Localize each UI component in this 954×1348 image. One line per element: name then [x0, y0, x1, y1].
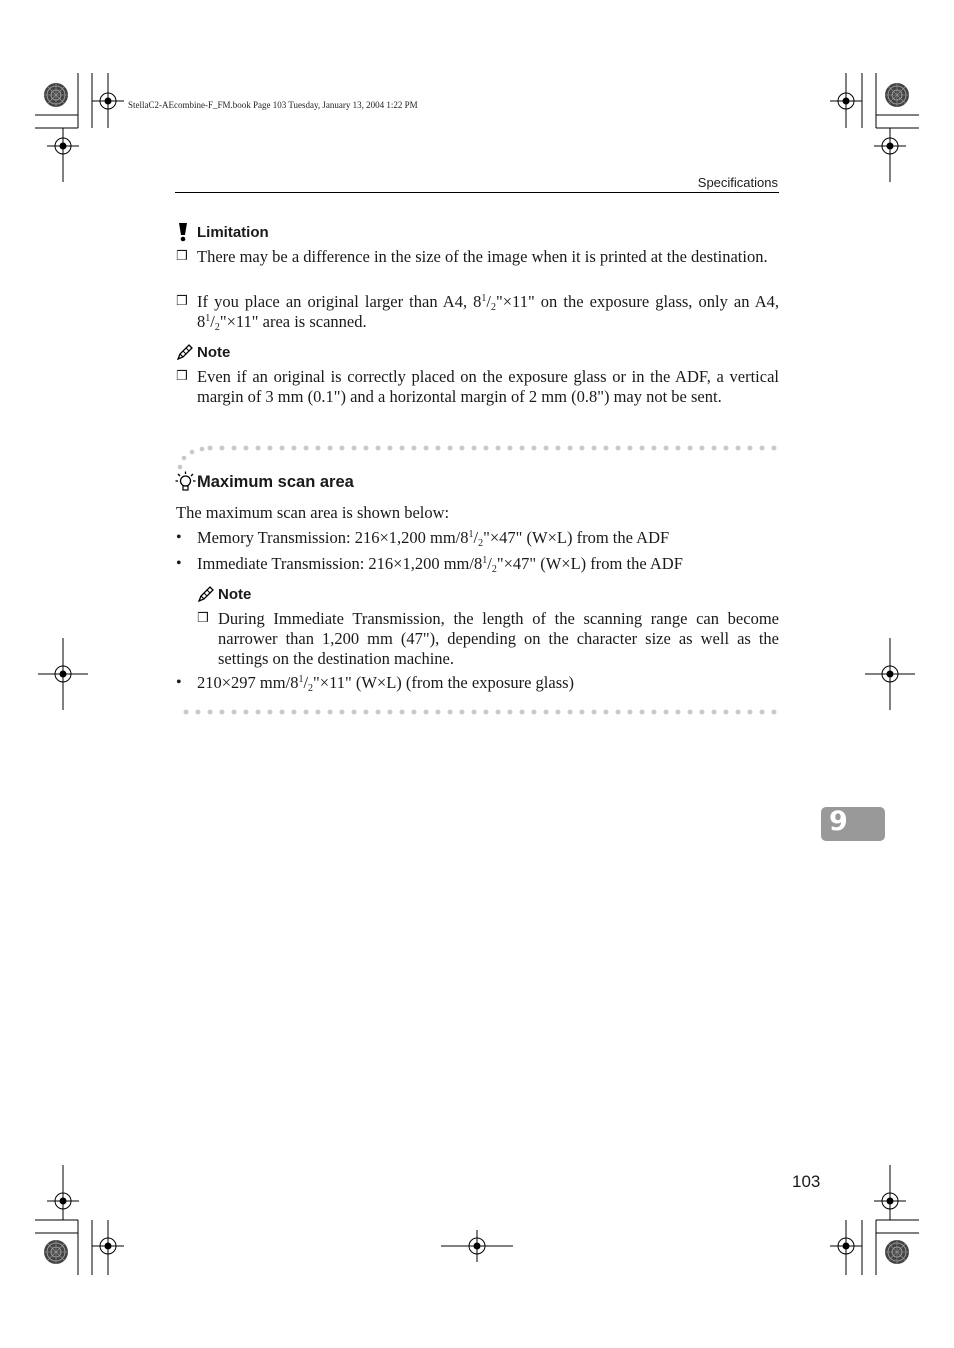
- file-info: StellaC2-AEcombine-F_FM.book Page 103 Tuesday, January 13, 2004 1:22 PM: [128, 100, 418, 110]
- reference-intro: The maximum scan area is shown below:: [176, 503, 450, 522]
- running-header: Specifications: [697, 175, 778, 190]
- chapter-number: 9: [829, 806, 848, 837]
- bullet-item-1: Memory Transmission: 216×1,200 $mm/8^1/_2"\times 47$" (W×L) from the ADF: [197, 528, 670, 549]
- reference-heading: Maximum scan area: [197, 472, 354, 491]
- list-item: [176, 247, 779, 267]
- limitation-item-1: There may be a difference in the size of the image when it is printed at the destination.: [197, 247, 768, 266]
- checkbox-icon: ❒: [176, 249, 188, 264]
- bullet-item: [176, 554, 779, 574]
- list-item: [176, 292, 779, 332]
- pencil-icon: [176, 344, 194, 361]
- note-heading-row: [176, 344, 230, 361]
- dotted-rule-top: [204, 445, 779, 451]
- exclamation-icon: [176, 222, 190, 242]
- limitation-heading-row: [176, 222, 269, 242]
- header-rule: [175, 192, 779, 193]
- pencil-icon: [197, 586, 215, 603]
- lightbulb-icon: [175, 471, 196, 493]
- checkbox-icon: ❒: [176, 369, 188, 384]
- bullet-icon: •: [176, 555, 182, 572]
- limitation-heading: Limitation: [197, 223, 269, 241]
- checkbox-icon: ❒: [197, 611, 209, 626]
- dotted-curve: [174, 446, 208, 472]
- bullet-item-2: Immediate Transmission: 216×1,200 $mm/8^1/_2"\times 47$" (W×L) from the ADF: [197, 554, 683, 575]
- checkbox-icon: ❒: [176, 294, 188, 309]
- bullet-item-3: 210×297 $mm/8^1/_2"\times 11$" (W×L) (from the exposure glass): [197, 673, 575, 694]
- note-item-1: Even if an original is correctly placed on the exposure glass or in the ADF, a vertical margin of 3 mm (0.1") and a horizontal margin of 2 mm (0.8") may not be sent.: [197, 367, 779, 406]
- limitation-item-2: If you place an original larger than A4, $8^1/_2"\times 11$" on the exposure glass, only an A4, $8^1/_2"\times 11$" area is scanned.: [197, 292, 779, 333]
- sub-note-heading-row: [197, 586, 251, 603]
- list-item: [176, 367, 779, 407]
- note-heading: Note: [197, 344, 231, 361]
- page-number: 103: [792, 1172, 821, 1191]
- bullet-icon: •: [176, 674, 182, 691]
- sub-note-item-1: During Immediate Transmission, the length of the scanning range can become narrower than 1,200 mm (47"), depending on the character size as well as the settings on the destination machine.: [218, 609, 779, 668]
- bullet-item: [176, 528, 779, 548]
- bullet-item: [176, 673, 779, 693]
- chapter-tab: [821, 807, 885, 841]
- dotted-rule-bottom: [180, 709, 779, 715]
- list-item: [197, 609, 779, 669]
- bullet-icon: •: [176, 529, 182, 546]
- sub-note-heading: Note: [218, 586, 252, 603]
- reference-heading-row: [175, 471, 354, 493]
